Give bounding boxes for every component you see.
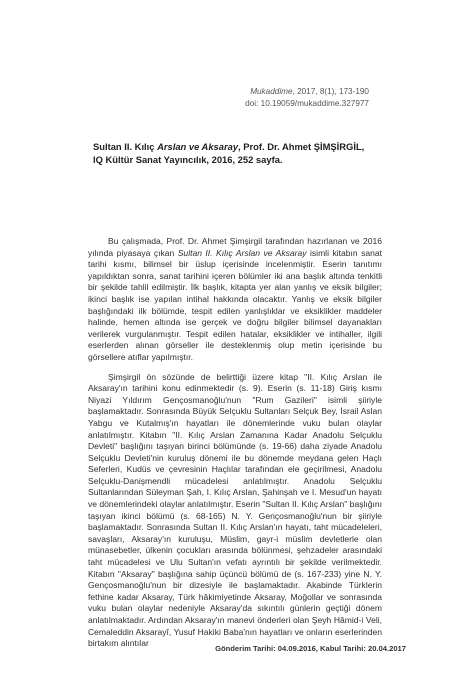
journal-name: Mukaddime (250, 87, 293, 96)
journal-citation (245, 86, 369, 98)
doi: doi: 10.19059/mukaddime.327977 (245, 99, 369, 108)
paragraph-1-book-title: Sultan II. Kılıç Arslan ve Aksaray (177, 247, 307, 258)
submission-dates: Gönderim Tarihi: 04.09.2016, Kabul Tarihi: 20.04.2017 (215, 644, 406, 653)
review-heading (93, 140, 383, 166)
book-title-plain: Sultan II. Kılıç (93, 141, 158, 152)
paragraph-1 (88, 236, 382, 364)
article-meta (245, 86, 369, 110)
citation-details: , 2017, 8(1), 173-190 (292, 87, 369, 96)
paragraph-1-start: Bu çalışmada, Prof. Dr. Ahmet Şimşirgil tarafından hazırlanan ve 2016 yılında piyasaya çıkan (88, 236, 382, 258)
paragraph-2: Şimşirgil ön sözünde de belirttiği üzere kitap "II. Kılıç Arslan ile Aksaray'ın tarihini konu edinmektedir (s. 9). Eserin (s. 11-18) Giriş kısmı Niyazi Yıldırım Gençosmanoğlu'nun "Rum Gazileri" isimli şiiriyle başlamaktadır. Sonrasında Büyük Selçuklu Sultanları Selçuk Bey, İsrail Aslan Yabgu ve Kutalmış'ın hayatları ile dönemlerinde vuku bulan olaylar anlatılmıştır. Kitabın "II. Kılıç Arslan Zamanına Kadar Anadolu Selçuklu Devleti" başlığını taşıyan birinci bölümünde (s. 19-66) daha ziyade Anadolu Selçuklu Devleti'nin kuruluş dönemi ile bu dönemde meydana gelen Haçlı Seferleri, Kudüs ve çevresinin Haçlılar tarafından ele geçirilmesi, Anadolu Selçuklu-Danişmendli mücadelesi anlatılmıştır. Anadolu Selçuklu Sultanlarından Süleyman Şah, I. Kılıç Arslan, Şahinşah ve I. Mesud'un hayatı ve dönemlerindeki olaylar anlatılmıştır. Eserin "Sultan II. Kılıç Arslan" başlığını taşıyan ikinci bölümü (s. 68-165) N. Y. Gençosmanoğlu'nun bir şiiriyle başlamaktadır. Sonrasında Sultan II. Kılıç Arslan'ın hayatı, taht mücadeleleri, savaşları, Aksaray'ın kuruluşu, Müslim, gayr-i müslim devletlerle olan münasebetler, ülkenin çocukları arasında bölünmesi, şehzadeler arasındaki taht mücadelesi ve Ulu Sultan'ın vefatı ayrıntılı bir şekilde verilmektedir. Kitabın "Aksaray" başlığına sahip üçüncü bölümü de (s. 167-233) yine N. Y. Gençosmanoğlu'nun bir dizesiyle ile başlamaktadır. Akabinde Türklerin fethine kadar Aksaray, Türk hâkimiyetinde Aksaray, Moğollar ve sonrasında vuku bulan olaylar nedeniyle Aksaray'da sıkıntılı günlerin geçtiği dönem anlatılmaktadır. Ardından Aksaray'ın manevi önderleri olan Şeyh Hâmid-i Veli, Cemaleddin Aksarayî, Yusuf Hakiki Baba'nın hayatları ve onların eserlerinden birtakım alıntılar (88, 371, 382, 649)
paragraph-1-rest: isimli kitabın sanat tarihi kısmı, bilimsel bir üslup içerisinde incelenmiştir. Eserin tanıtımı yapıldıktan sonra, sanat tarihini içeren bölümler iki ana başlık altında tenkitli bir şekilde tahlil edilmiştir. İlk başlık, kitapta yer alan yanlış ve eksik bilgiler; ikinci başlık ise yapılan intihal hakkında olacaktır. Yanlış ve eksik bilgiler başlığındaki ilk bölümde, tespit edilen yanlışlıklar ve eksiklikler maddeler halinde, hemen altında ise gerçek ve doğru bilgiler bilimsel dayanakları verilerek vurgulanmıştır. Tespit edilen hatalar, eksiklikler ve intihaller, ilgili eserlerden alınan görseller ile desteklenmiş olup metin içerisinde bu görsellere atıflar yapılmıştır. (88, 247, 382, 362)
book-publisher: IQ Kültür Sanat Yayıncılık, 2016, 252 sayfa. (93, 154, 283, 165)
review-body (88, 236, 382, 658)
book-title-italic: Arslan ve Aksaray (157, 141, 239, 152)
book-reference (93, 140, 383, 153)
book-author: , Prof. Dr. Ahmet ŞİMŞİRGİL, (238, 141, 365, 152)
